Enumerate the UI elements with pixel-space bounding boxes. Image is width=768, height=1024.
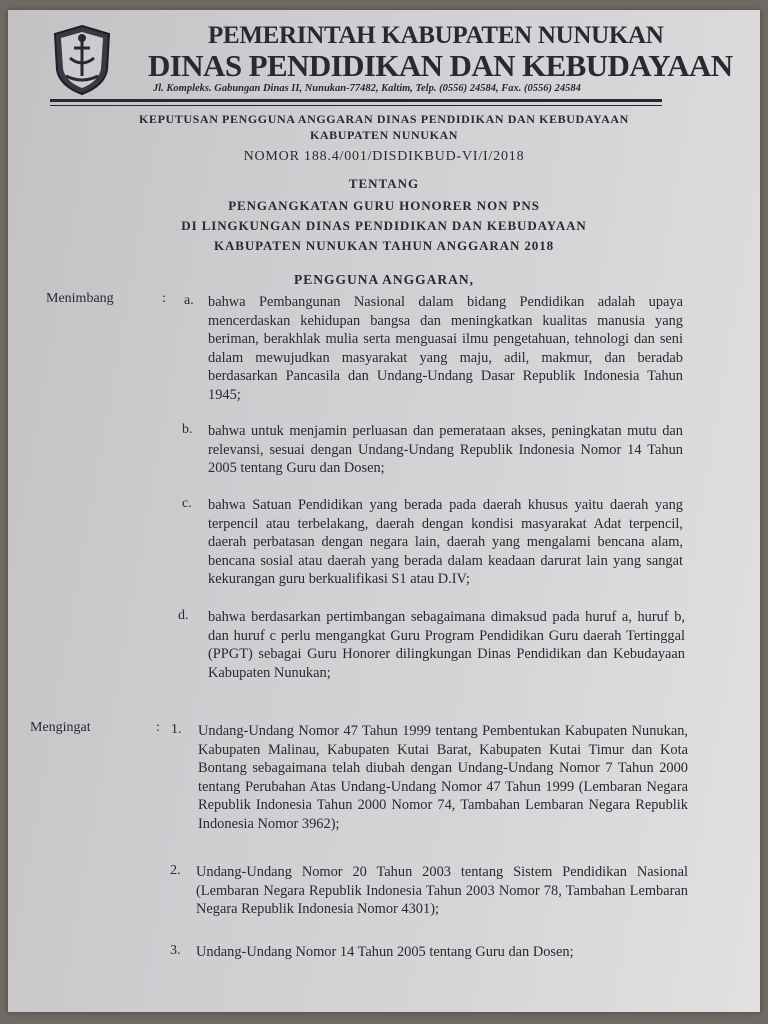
considering-item-c: bahwa Satuan Pendidikan yang berada pada daerah khusus yaitu daerah yang terpencil atau terbelakang, daerah dengan kondisi masyarakat Adat terpencil, daerah perbatasan dengan negara lain, daerah yang mengalami bencana alam, bencana sosial atau daerah yang berada dalam keadaan darurat lain yang sangat kekurangan guru berkualifikasi S1 atau D.IV; [208,497,683,587]
considering-item-c-marker: c. [182,496,192,511]
considering-item-d-marker: d. [178,608,189,623]
decree-title-line-2: KABUPATEN NUNUKAN [309,128,459,142]
letterhead-rule-thin [50,105,662,106]
recalling-item-1-marker: 1. [171,722,182,737]
recalling-label: Mengingat [30,720,91,735]
regency-emblem-icon [52,24,112,96]
issuer-heading: PENGGUNA ANGGARAN, [293,272,474,287]
agency-name: DINAS PENDIDIKAN DAN KEBUDAYAAN [148,48,733,83]
recalling-item-2-marker: 2. [170,863,181,878]
recalling-item-3: Undang-Undang Nomor 14 Tahun 2005 tentang Guru dan Dosen; [196,944,574,960]
considering-item-b-marker: b. [182,422,193,437]
considering-item-d: bahwa berdasarkan pertimbangan sebagaimana dimaksud pada huruf a, huruf b, dan huruf c perlu mengangkat Guru Program Pendidikan Guru daerah Tertinggal (PPGT) sebagai Guru Honorer dilingkungan Dinas Pendidikan dan Kebudayaan Kabupaten Nunukan; [208,609,685,681]
agency-address: Jl. Kompleks. Gabungan Dinas II, Nunukan-77482, Kaltim, Telp. (0556) 24584, Fax. (0556) 24584 [153,83,581,94]
subject-line-3: KABUPATEN NUNUKAN TAHUN ANGGARAN 2018 [213,238,554,253]
subject-line-2: DI LINGKUNGAN DINAS PENDIDIKAN DAN KEBUDAYAAN [181,218,587,233]
document-page [8,10,760,1012]
subject-line-1: PENGANGKATAN GURU HONORER NON PNS [228,198,540,213]
considering-item-a: bahwa Pembangunan Nasional dalam bidang Pendidikan adalah upaya mencerdaskan kehidupan bangsa dan meningkatkan kualitas manusia yang beriman, berakhlak mulia serta menguasai ilmu pengetahuan, tehnologi dan seni dalam mewujudkan masyarakat yang maju, adil, makmur, dan beradab berdasarkan Pancasila dan Undang-Undang Dasar Republik Indonesia Tahun 1945; [208,294,683,403]
about-heading: TENTANG [348,176,420,191]
decree-number: NOMOR 188.4/001/DISDIKBUD-VI/I/2018 [243,149,525,164]
government-name: PEMERINTAH KABUPATEN NUNUKAN [208,22,664,49]
considering-colon: : [162,291,166,306]
recalling-colon: : [156,720,160,735]
recalling-item-1: Undang-Undang Nomor 47 Tahun 1999 tentang Pembentukan Kabupaten Nunukan, Kabupaten Malinau, Kabupaten Kutai Barat, Kabupaten Kutai Timur dan Kota Bontang sebagaimana telah diubah dengan Undang-Undang Nomor 7 Tahun 2000 tentang Perubahan Atas Undang-Undang Nomor 47 Tahun 1999 (Lembaran Negara Republik Indonesia Tahun 2000 Nomor 74, Tambahan Lembaran Negara Republik Indonesia Nomor 3962); [198,723,688,832]
letterhead-rule-thick [50,99,662,102]
decree-title-line-1: KEPUTUSAN PENGGUNA ANGGARAN DINAS PENDIDIKAN DAN KEBUDAYAAN [139,112,629,126]
considering-item-b: bahwa untuk menjamin perluasan dan pemerataan akses, peningkatan mutu dan relevansi, sesuai dengan Undang-Undang Republik Indonesia Nomor 14 Tahun 2005 tentang Guru dan Dosen; [208,423,683,476]
recalling-item-2: Undang-Undang Nomor 20 Tahun 2003 tentang Sistem Pendidikan Nasional (Lembaran Negara Republik Indonesia Tahun 2003 Nomor 78, Tambahan Lembaran Negara Republik Indonesia Nomor 4301); [196,864,688,917]
recalling-item-3-marker: 3. [170,943,181,958]
considering-item-a-marker: a. [184,293,194,308]
considering-label: Menimbang [46,291,114,306]
